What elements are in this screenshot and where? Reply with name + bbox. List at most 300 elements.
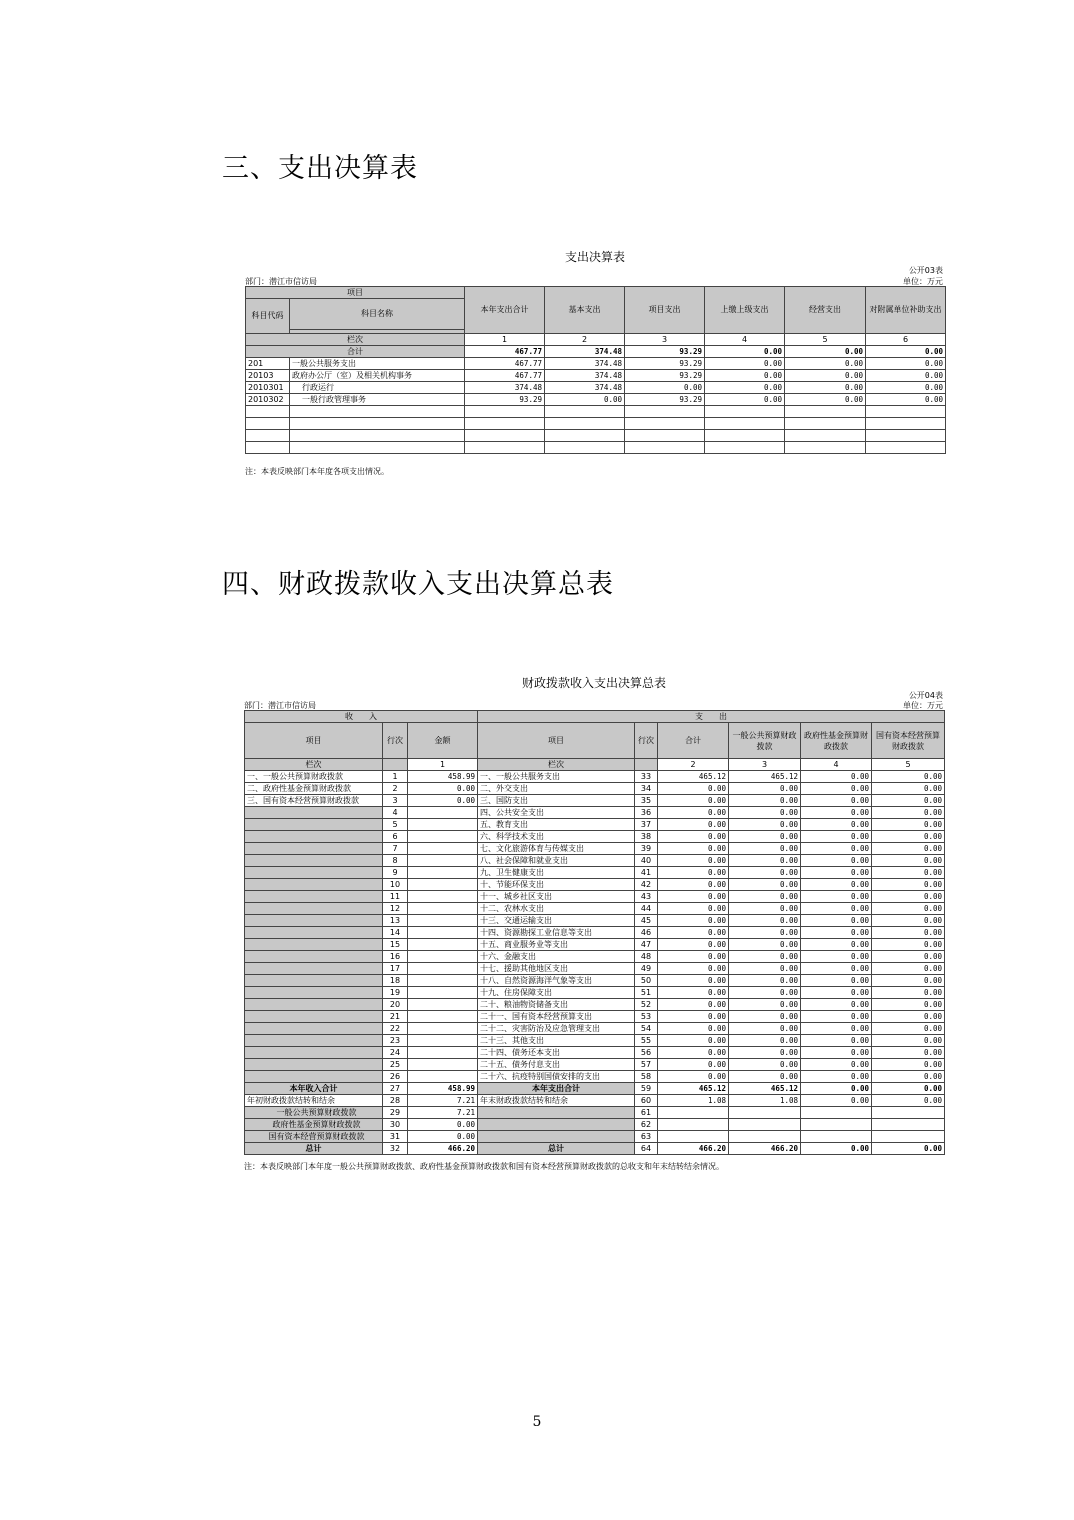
table4-income-label bbox=[245, 903, 383, 915]
table4-expense-row-no: 41 bbox=[635, 867, 658, 879]
table4-expense-row-no: 46 bbox=[635, 927, 658, 939]
table3-empty-cell bbox=[866, 418, 946, 430]
table4-income-label bbox=[245, 867, 383, 879]
table4-expense-value: 0.00 bbox=[658, 843, 729, 855]
table4-income-amount: 0.00 bbox=[408, 1119, 478, 1131]
table4-expense-value: 0.00 bbox=[801, 879, 872, 891]
table3-total-value: 93.29 bbox=[625, 346, 705, 358]
table3-empty-cell bbox=[785, 418, 866, 430]
table4-expense-value: 0.00 bbox=[729, 999, 801, 1011]
table4-income-row-no: 7 bbox=[383, 843, 408, 855]
table4-row bbox=[245, 1143, 945, 1155]
table4-income-label bbox=[245, 939, 383, 951]
table4-title: 财政拨款收入支出决算总表 bbox=[521, 676, 666, 690]
table4-row bbox=[245, 915, 945, 927]
table4-expense-label: 本年支出合计 bbox=[478, 1083, 635, 1095]
table3-empty-cell bbox=[866, 406, 946, 418]
table4-expense-value bbox=[729, 1119, 801, 1131]
table4-income-amount bbox=[408, 867, 478, 879]
table4-income-amount bbox=[408, 1071, 478, 1083]
table4-expense-label: 八、社会保障和就业支出 bbox=[478, 855, 635, 867]
table4-expense-value: 0.00 bbox=[872, 1059, 945, 1071]
table4-row bbox=[245, 987, 945, 999]
table4-row bbox=[245, 1011, 945, 1023]
table4-income-label bbox=[245, 891, 383, 903]
table4-income-amount: 0.00 bbox=[408, 783, 478, 795]
table3-empty-cell bbox=[246, 418, 290, 430]
table4-income-label bbox=[245, 951, 383, 963]
table3-total-value: 0.00 bbox=[705, 346, 785, 358]
table4-expense-value bbox=[872, 1107, 945, 1119]
table4-income-amount: 7.21 bbox=[408, 1107, 478, 1119]
table4-row bbox=[245, 843, 945, 855]
table4-expense-value: 0.00 bbox=[872, 795, 945, 807]
table3-total-label: 合计 bbox=[246, 346, 465, 358]
table4-expense-value: 0.00 bbox=[729, 891, 801, 903]
table3-empty-row bbox=[246, 430, 946, 442]
table4-row bbox=[245, 903, 945, 915]
table3-total-value: 374.48 bbox=[545, 346, 625, 358]
table4-expense-value: 0.00 bbox=[801, 915, 872, 927]
table4-expense-value: 0.00 bbox=[729, 1011, 801, 1023]
table4-expense-value: 0.00 bbox=[872, 1035, 945, 1047]
table4-row bbox=[245, 1023, 945, 1035]
table4-lanci: 栏次 bbox=[245, 759, 383, 771]
table3-code: 2010302 bbox=[246, 394, 290, 406]
table4-row bbox=[245, 855, 945, 867]
table4-expense-row-no: 49 bbox=[635, 963, 658, 975]
table4-income-label: 国有资本经营预算财政拨款 bbox=[245, 1131, 383, 1143]
table4-expense-value: 0.00 bbox=[872, 915, 945, 927]
table4-expense-label: 三、国防支出 bbox=[478, 795, 635, 807]
table3-name: 政府办公厅（室）及相关机构事务 bbox=[290, 370, 465, 382]
table4-expense-row-no: 48 bbox=[635, 951, 658, 963]
table3-name: 一般公共服务支出 bbox=[290, 358, 465, 370]
table4-income-row-no: 30 bbox=[383, 1119, 408, 1131]
table4-lanci: 栏次 bbox=[478, 759, 635, 771]
table4-expense-value: 0.00 bbox=[729, 1059, 801, 1071]
table4-expense-value: 0.00 bbox=[801, 783, 872, 795]
table4-income-amount: 458.99 bbox=[408, 1083, 478, 1095]
table3-row bbox=[246, 370, 946, 382]
table4-income-row-no: 1 bbox=[383, 771, 408, 783]
table4-expense-value: 0.00 bbox=[658, 915, 729, 927]
table4-income-amount bbox=[408, 807, 478, 819]
table3-empty-cell bbox=[545, 406, 625, 418]
table4-expense-label: 十九、住房保障支出 bbox=[478, 987, 635, 999]
table3-empty-cell bbox=[545, 418, 625, 430]
table4-expense-row-no: 39 bbox=[635, 843, 658, 855]
table4-income-label bbox=[245, 879, 383, 891]
table4-row bbox=[245, 807, 945, 819]
table4-row bbox=[245, 1071, 945, 1083]
table4-income-label bbox=[245, 831, 383, 843]
table3-lanci: 栏次 bbox=[246, 334, 465, 346]
table4-expense-value: 0.00 bbox=[658, 951, 729, 963]
fiscal-allocation-table bbox=[244, 710, 945, 1155]
table4-expense-value: 0.00 bbox=[658, 963, 729, 975]
table4-expense-row-no: 34 bbox=[635, 783, 658, 795]
table3-total-value: 0.00 bbox=[785, 346, 866, 358]
table3-col-num: 3 bbox=[625, 334, 705, 346]
table3-empty-row bbox=[246, 418, 946, 430]
table3-empty-cell bbox=[625, 418, 705, 430]
table4-income-label: 总计 bbox=[245, 1143, 383, 1155]
table4-expense-value: 0.00 bbox=[729, 807, 801, 819]
table4-expense-value: 0.00 bbox=[658, 903, 729, 915]
table4-expense-value: 0.00 bbox=[872, 843, 945, 855]
table4-expense-value: 0.00 bbox=[729, 915, 801, 927]
table4-row bbox=[245, 867, 945, 879]
table3-code: 2010301 bbox=[246, 382, 290, 394]
table4-income-amount bbox=[408, 1035, 478, 1047]
table3-empty-cell bbox=[625, 430, 705, 442]
table4-expense-label: 十五、商业服务业等支出 bbox=[478, 939, 635, 951]
table3-header-col: 经营支出 bbox=[785, 287, 866, 334]
table4-col-num: 3 bbox=[729, 759, 801, 771]
table4-header-amount: 金额 bbox=[408, 723, 478, 759]
table4-expense-value: 0.00 bbox=[658, 987, 729, 999]
table4-expense-value: 466.20 bbox=[658, 1143, 729, 1155]
table4-row bbox=[245, 1083, 945, 1095]
table4-income-amount bbox=[408, 987, 478, 999]
table4-income-label: 年初财政拨款结转和结余 bbox=[245, 1095, 383, 1107]
table4-expense-label: 四、公共安全支出 bbox=[478, 807, 635, 819]
table4-expense-row-no: 50 bbox=[635, 975, 658, 987]
table4-income-label bbox=[245, 807, 383, 819]
table3-value: 93.29 bbox=[625, 358, 705, 370]
table4-expense-value: 0.00 bbox=[658, 1059, 729, 1071]
table4-expense-row-no: 43 bbox=[635, 891, 658, 903]
table4-expense-label bbox=[478, 1131, 635, 1143]
table4-income-row-no: 28 bbox=[383, 1095, 408, 1107]
table4-expense-label bbox=[478, 1107, 635, 1119]
table4-income-row-no: 4 bbox=[383, 807, 408, 819]
table4-expense-label: 二十六、抗疫特别国债安排的支出 bbox=[478, 1071, 635, 1083]
table4-income-label: 政府性基金预算财政拨款 bbox=[245, 1119, 383, 1131]
table4-income-row-no: 19 bbox=[383, 987, 408, 999]
table4-income-amount bbox=[408, 975, 478, 987]
table4-expense-row-no: 38 bbox=[635, 831, 658, 843]
table3-value: 374.48 bbox=[545, 358, 625, 370]
table4-income-amount bbox=[408, 951, 478, 963]
table3-empty-cell bbox=[866, 442, 946, 454]
table4-expense-value: 0.00 bbox=[658, 819, 729, 831]
table4-income-row-no: 22 bbox=[383, 1023, 408, 1035]
table4-income-row-no: 11 bbox=[383, 891, 408, 903]
table4-income-row-no: 5 bbox=[383, 819, 408, 831]
table4-income-label bbox=[245, 1023, 383, 1035]
table4-note: 注：本表反映部门本年度一般公共预算财政拨款、政府性基金预算财政拨款和国有资本经营预算财政拨款的总收支和年末结转结余情况。 bbox=[244, 1162, 724, 1171]
table4-expense-value: 0.00 bbox=[658, 795, 729, 807]
table4-expense-value: 0.00 bbox=[729, 1047, 801, 1059]
table4-expense-value: 0.00 bbox=[729, 855, 801, 867]
table4-expense-value: 0.00 bbox=[729, 1023, 801, 1035]
table4-expense-row-no: 60 bbox=[635, 1095, 658, 1107]
table4-expense-label: 十七、援助其他地区支出 bbox=[478, 963, 635, 975]
table4-expense-value: 0.00 bbox=[801, 1011, 872, 1023]
table4-expense-label: 六、科学技术支出 bbox=[478, 831, 635, 843]
table4-expense-value: 0.00 bbox=[801, 999, 872, 1011]
table4-blank bbox=[383, 759, 408, 771]
table4-expense-value: 0.00 bbox=[872, 951, 945, 963]
table4-expense-value: 0.00 bbox=[801, 831, 872, 843]
table3-value: 0.00 bbox=[866, 358, 946, 370]
table4-expense-value: 0.00 bbox=[729, 867, 801, 879]
table4-row bbox=[245, 819, 945, 831]
table4-income-label bbox=[245, 975, 383, 987]
table4-income-label bbox=[245, 1071, 383, 1083]
table4-expense-row-no: 55 bbox=[635, 1035, 658, 1047]
table4-col-num: 1 bbox=[408, 759, 478, 771]
table4-income-amount bbox=[408, 1023, 478, 1035]
table3-empty-cell bbox=[625, 406, 705, 418]
table4-income-row-no: 29 bbox=[383, 1107, 408, 1119]
table4-row bbox=[245, 1059, 945, 1071]
table4-income-row-no: 20 bbox=[383, 999, 408, 1011]
table4-expense-value: 0.00 bbox=[729, 795, 801, 807]
table4-income-label bbox=[245, 915, 383, 927]
table3-title: 支出决算表 bbox=[564, 250, 625, 264]
table3-value: 374.48 bbox=[545, 370, 625, 382]
table4-expense-row-no: 58 bbox=[635, 1071, 658, 1083]
table4-expense-row-no: 37 bbox=[635, 819, 658, 831]
table4-expense-value: 0.00 bbox=[872, 963, 945, 975]
table4-expense-value: 0.00 bbox=[658, 807, 729, 819]
table4-expense-value: 0.00 bbox=[729, 831, 801, 843]
table4-blank bbox=[635, 759, 658, 771]
table3-code: 20103 bbox=[246, 370, 290, 382]
table4-expense-label bbox=[478, 1119, 635, 1131]
table4-income-label bbox=[245, 843, 383, 855]
table4-expense-value: 465.12 bbox=[658, 771, 729, 783]
table4-expense-label: 十四、资源勘探工业信息等支出 bbox=[478, 927, 635, 939]
table4-expense-label: 二、外交支出 bbox=[478, 783, 635, 795]
table4-expense-row-no: 64 bbox=[635, 1143, 658, 1155]
table4-expense-value: 0.00 bbox=[872, 999, 945, 1011]
table4-expense-row-no: 59 bbox=[635, 1083, 658, 1095]
table4-dept: 部门：潜江市信访局 bbox=[244, 701, 316, 710]
table4-expense-row-no: 40 bbox=[635, 855, 658, 867]
table4-expense-value bbox=[801, 1107, 872, 1119]
table4-col-num: 4 bbox=[801, 759, 872, 771]
table3-value: 0.00 bbox=[705, 382, 785, 394]
table3-empty-cell bbox=[290, 430, 465, 442]
table4-expense-value: 0.00 bbox=[801, 1035, 872, 1047]
table4-income-amount bbox=[408, 1047, 478, 1059]
table4-expense-row-no: 62 bbox=[635, 1119, 658, 1131]
table4-expense-value bbox=[729, 1131, 801, 1143]
table4-income-amount bbox=[408, 843, 478, 855]
table3-empty-cell bbox=[465, 406, 545, 418]
table3-header-col: 基本支出 bbox=[545, 287, 625, 334]
table4-row bbox=[245, 963, 945, 975]
table4-income-row-no: 23 bbox=[383, 1035, 408, 1047]
table4-expense-value: 0.00 bbox=[729, 1035, 801, 1047]
table4-expense-value: 0.00 bbox=[729, 843, 801, 855]
table4-expense-value: 0.00 bbox=[801, 1083, 872, 1095]
table4-income-amount bbox=[408, 855, 478, 867]
table4-income-row-no: 10 bbox=[383, 879, 408, 891]
table3-dept: 部门：潜江市信访局 bbox=[245, 277, 317, 286]
table4-income-amount bbox=[408, 831, 478, 843]
table4-expense-value: 0.00 bbox=[801, 1071, 872, 1083]
table4-income-row-no: 15 bbox=[383, 939, 408, 951]
table4-income-label: 三、国有资本经营预算财政拨款 bbox=[245, 795, 383, 807]
table4-expense-value: 0.00 bbox=[801, 987, 872, 999]
table4-expense-row-no: 61 bbox=[635, 1107, 658, 1119]
table4-expense-label: 九、卫生健康支出 bbox=[478, 867, 635, 879]
table3-note: 注：本表反映部门本年度各项支出情况。 bbox=[245, 467, 389, 476]
table4-expense-value bbox=[801, 1119, 872, 1131]
table4-income-row-no: 24 bbox=[383, 1047, 408, 1059]
table3-value: 467.77 bbox=[465, 358, 545, 370]
table4-row bbox=[245, 1047, 945, 1059]
table4-expense-value: 0.00 bbox=[801, 867, 872, 879]
table4-income-row-no: 21 bbox=[383, 1011, 408, 1023]
table4-col-num: 5 bbox=[872, 759, 945, 771]
table4-expense-value: 0.00 bbox=[658, 855, 729, 867]
table4-expense-value: 0.00 bbox=[658, 891, 729, 903]
table4-expense-value: 0.00 bbox=[729, 939, 801, 951]
table3-empty-cell bbox=[246, 430, 290, 442]
table4-expense-label: 五、教育支出 bbox=[478, 819, 635, 831]
table4-expense-label: 一、一般公共服务支出 bbox=[478, 771, 635, 783]
table4-expense-value: 0.00 bbox=[801, 927, 872, 939]
table4-expense-value: 0.00 bbox=[658, 975, 729, 987]
table4-income-row-no: 6 bbox=[383, 831, 408, 843]
table4-expense-value: 0.00 bbox=[729, 1071, 801, 1083]
table3-value: 0.00 bbox=[705, 394, 785, 406]
table3-value: 0.00 bbox=[785, 358, 866, 370]
table4-expense-value bbox=[658, 1119, 729, 1131]
table3-empty-row bbox=[246, 406, 946, 418]
table4-header-item: 项目 bbox=[245, 723, 383, 759]
table4-income-amount bbox=[408, 879, 478, 891]
table4-expense-value: 0.00 bbox=[801, 891, 872, 903]
table3-empty-cell bbox=[290, 442, 465, 454]
table4-expense-value bbox=[801, 1131, 872, 1143]
table4-expense-value: 0.00 bbox=[658, 1035, 729, 1047]
table4-income-label bbox=[245, 1047, 383, 1059]
table4-row bbox=[245, 951, 945, 963]
table4-expense-value: 0.00 bbox=[729, 951, 801, 963]
table3-value: 374.48 bbox=[545, 382, 625, 394]
table4-expense-label: 二十四、债务还本支出 bbox=[478, 1047, 635, 1059]
table4-expense-value: 0.00 bbox=[872, 975, 945, 987]
table3-value: 0.00 bbox=[625, 382, 705, 394]
table4-expense-row-no: 42 bbox=[635, 879, 658, 891]
table4-header-item: 项目 bbox=[478, 723, 635, 759]
table4-row bbox=[245, 891, 945, 903]
table3-header-item: 项目 bbox=[246, 287, 465, 299]
table4-income-row-no: 2 bbox=[383, 783, 408, 795]
table3-header-code: 科目代码 bbox=[246, 299, 290, 334]
table3-empty-cell bbox=[246, 406, 290, 418]
table4-income-label: 一般公共预算财政拨款 bbox=[245, 1107, 383, 1119]
table4-expense-value: 0.00 bbox=[801, 1059, 872, 1071]
table4-expense-value: 0.00 bbox=[801, 975, 872, 987]
table4-expense-value: 0.00 bbox=[872, 1095, 945, 1107]
table3-total-value: 0.00 bbox=[866, 346, 946, 358]
table4-income-amount: 7.21 bbox=[408, 1095, 478, 1107]
table4-expense-value: 0.00 bbox=[801, 1047, 872, 1059]
table4-income-label bbox=[245, 855, 383, 867]
table3-empty-cell bbox=[705, 406, 785, 418]
table4-income-row-no: 12 bbox=[383, 903, 408, 915]
table4-expense-value: 0.00 bbox=[801, 963, 872, 975]
table4-expense-value: 0.00 bbox=[801, 843, 872, 855]
table4-income-row-no: 31 bbox=[383, 1131, 408, 1143]
table3-col-num: 1 bbox=[465, 334, 545, 346]
table4-expense-value: 0.00 bbox=[872, 1011, 945, 1023]
table3-empty-cell bbox=[290, 406, 465, 418]
table3-value: 0.00 bbox=[545, 394, 625, 406]
table4-expense-value: 0.00 bbox=[872, 939, 945, 951]
table4-header-soe: 国有资本经营预算财政拨款 bbox=[872, 723, 945, 759]
table4-row bbox=[245, 879, 945, 891]
table4-expense-label: 二十、粮油物资储备支出 bbox=[478, 999, 635, 1011]
table3-col-num: 6 bbox=[866, 334, 946, 346]
table4-expense-row-no: 54 bbox=[635, 1023, 658, 1035]
table4-row bbox=[245, 1119, 945, 1131]
table3-form-no: 公开03表 bbox=[908, 266, 943, 275]
table4-income-row-no: 16 bbox=[383, 951, 408, 963]
table4-expense-row-no: 44 bbox=[635, 903, 658, 915]
table4-expense-value: 0.00 bbox=[729, 927, 801, 939]
table4-expense-value: 0.00 bbox=[729, 975, 801, 987]
table4-expense-value: 466.20 bbox=[729, 1143, 801, 1155]
table3-value: 467.77 bbox=[465, 370, 545, 382]
table4-expense-label: 十、节能环保支出 bbox=[478, 879, 635, 891]
section-heading-3: 三、支出决算表 bbox=[222, 153, 418, 184]
table4-expense-value: 0.00 bbox=[658, 927, 729, 939]
table3-value: 93.29 bbox=[625, 370, 705, 382]
table4-income-label bbox=[245, 1011, 383, 1023]
table4-income-label bbox=[245, 1059, 383, 1071]
table4-expense-row-no: 45 bbox=[635, 915, 658, 927]
table4-row bbox=[245, 795, 945, 807]
table3-code: 201 bbox=[246, 358, 290, 370]
table3-unit: 单位：万元 bbox=[903, 277, 943, 286]
table4-expense-value: 0.00 bbox=[658, 1071, 729, 1083]
table4-expense-value: 0.00 bbox=[872, 1023, 945, 1035]
table4-expense-label: 七、文化旅游体育与传媒支出 bbox=[478, 843, 635, 855]
table4-row bbox=[245, 1035, 945, 1047]
table4-row bbox=[245, 927, 945, 939]
table4-income-amount bbox=[408, 915, 478, 927]
table3-empty-cell bbox=[785, 430, 866, 442]
table3-empty-row bbox=[246, 442, 946, 454]
table3-value: 0.00 bbox=[866, 382, 946, 394]
table4-expense-value: 0.00 bbox=[801, 771, 872, 783]
table3-empty-cell bbox=[625, 442, 705, 454]
table4-income-amount bbox=[408, 903, 478, 915]
table3-empty-cell bbox=[785, 406, 866, 418]
table4-expense-row-no: 47 bbox=[635, 939, 658, 951]
table3-empty-cell bbox=[465, 442, 545, 454]
table4-expense-value: 0.00 bbox=[658, 999, 729, 1011]
table4-expense-label: 二十三、其他支出 bbox=[478, 1035, 635, 1047]
table4-expense-value bbox=[729, 1107, 801, 1119]
table3-value: 93.29 bbox=[625, 394, 705, 406]
table3-empty-cell bbox=[545, 442, 625, 454]
table3-empty-cell bbox=[866, 430, 946, 442]
table4-expense-value: 465.12 bbox=[729, 771, 801, 783]
table4-expense-label: 年末财政拨款结转和结余 bbox=[478, 1095, 635, 1107]
table4-expense-label: 总计 bbox=[478, 1143, 635, 1155]
table4-expense-value: 0.00 bbox=[658, 939, 729, 951]
